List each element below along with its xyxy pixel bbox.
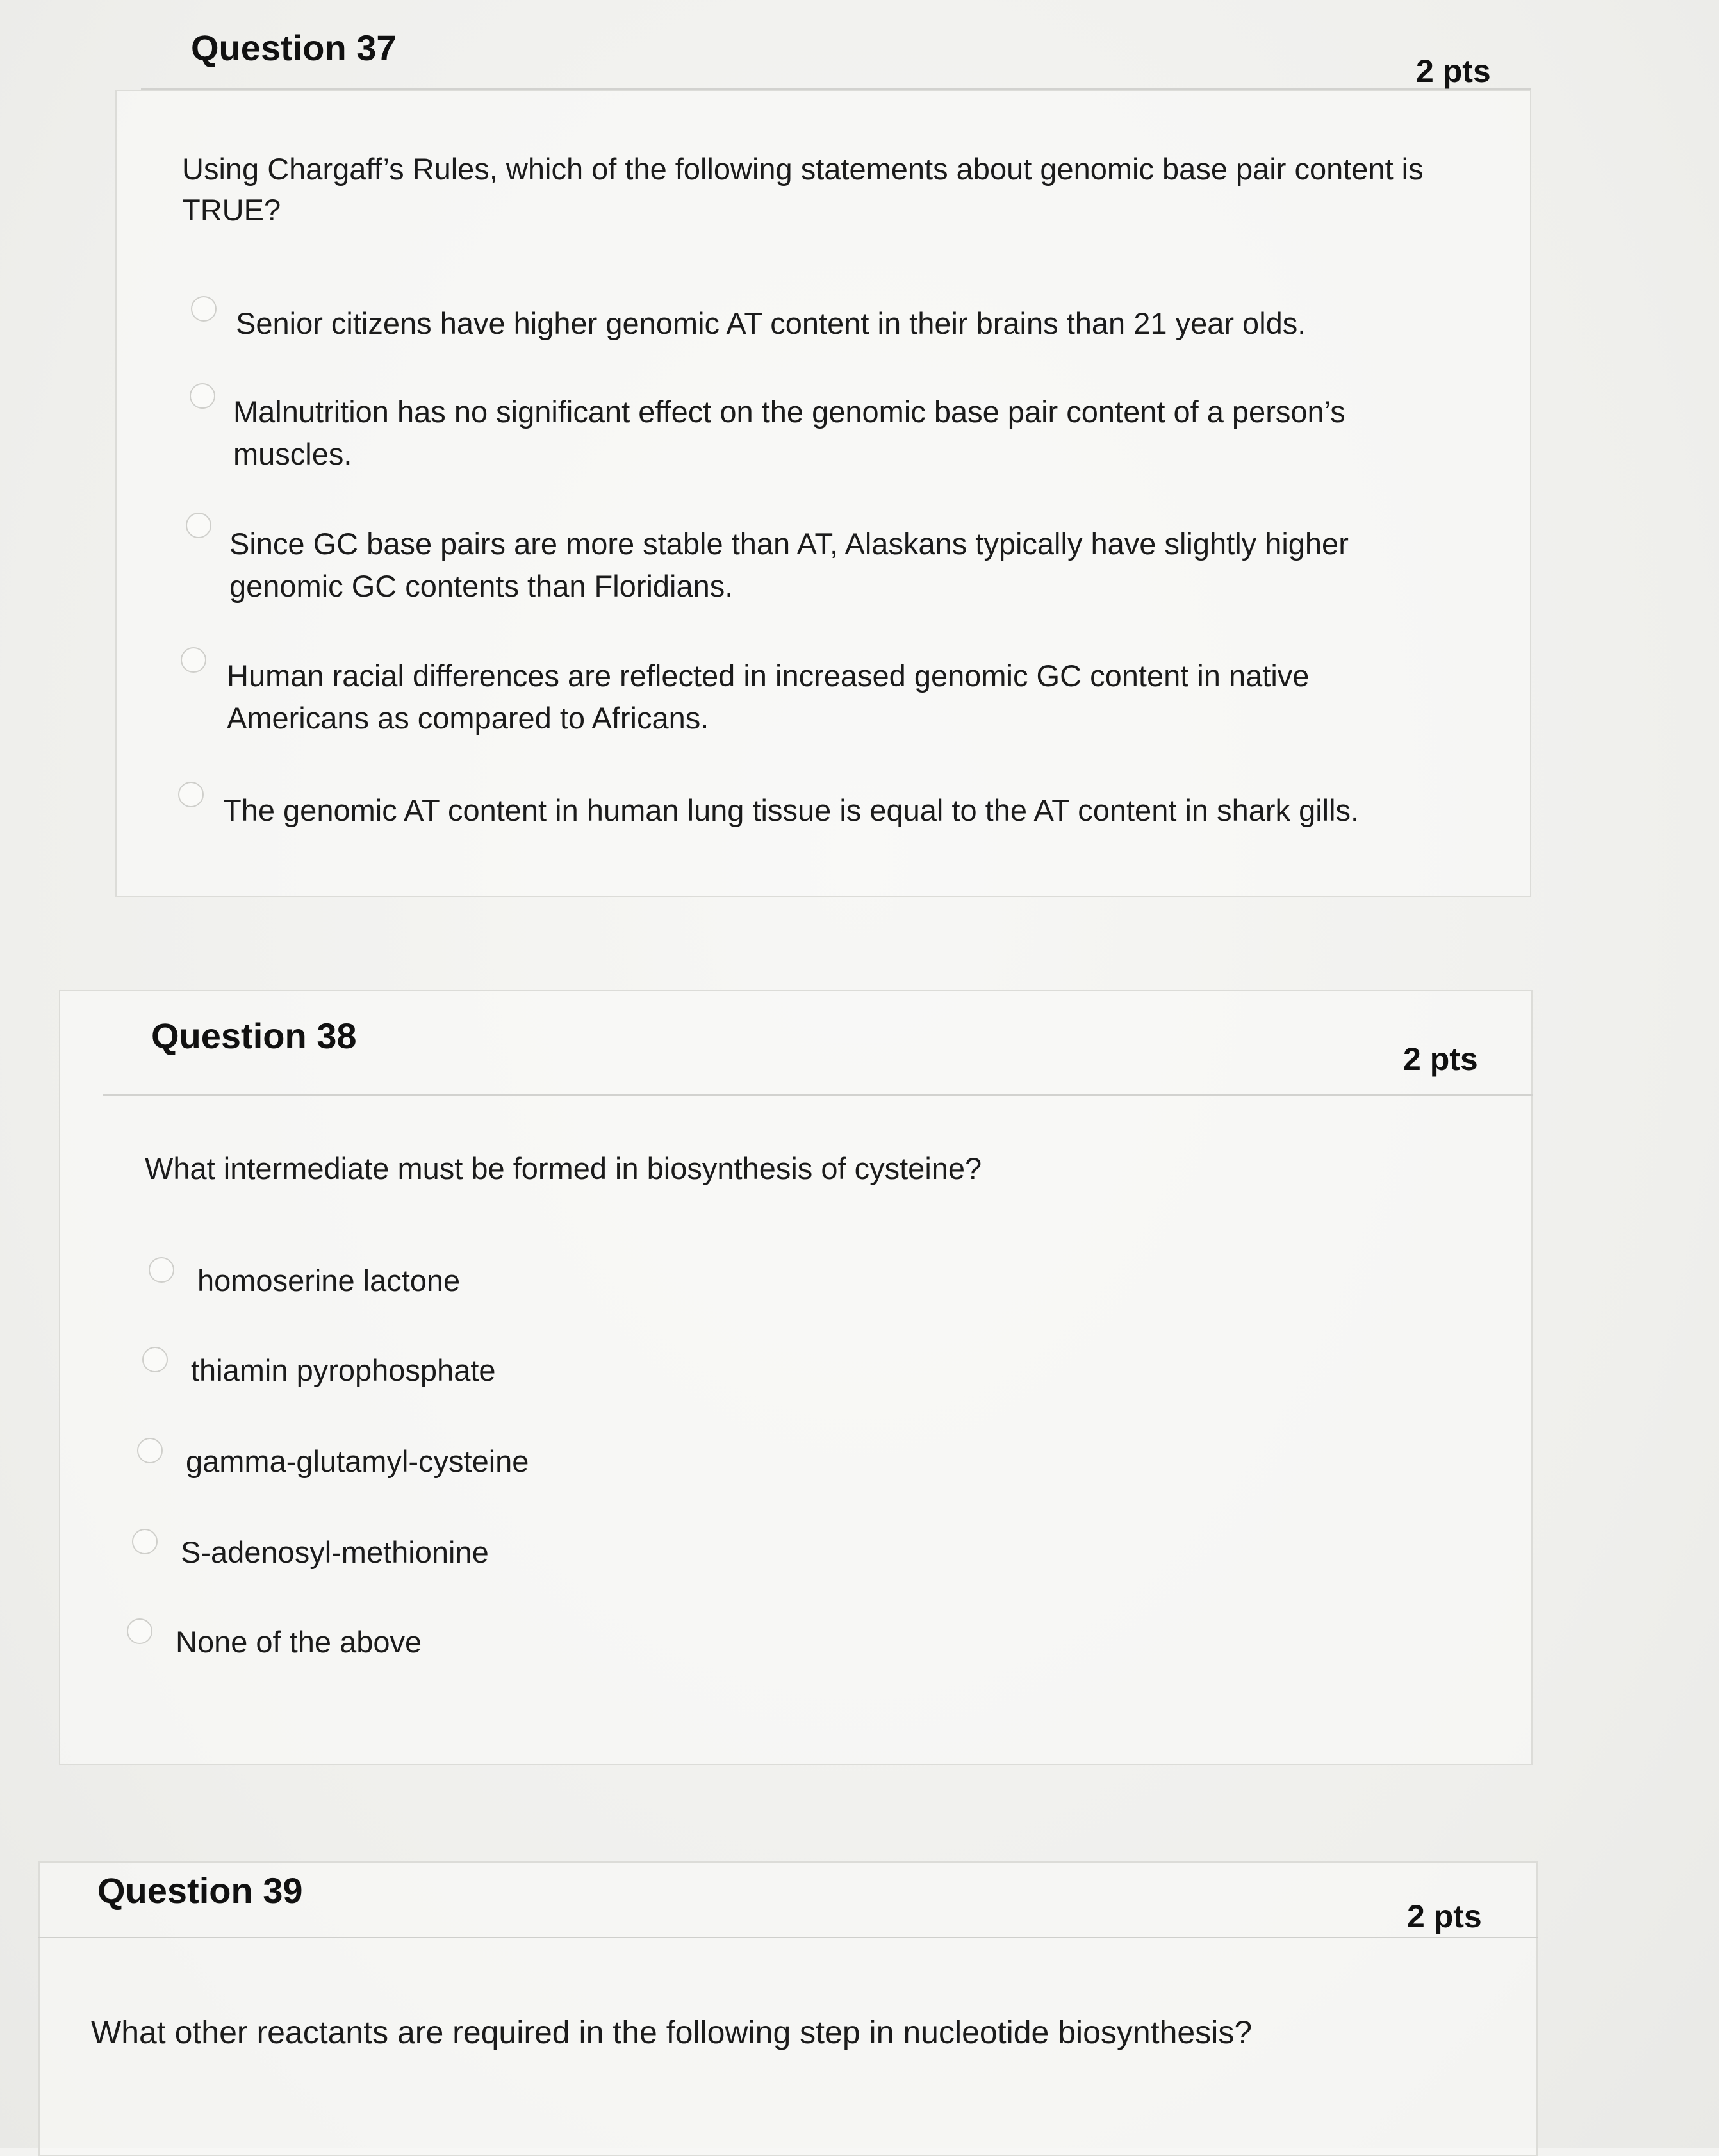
question-39-points: 2 pts bbox=[1407, 1898, 1482, 1934]
question-37-text: Using Chargaff’s Rules, which of the following statements about genomic base pair content is TRUE? bbox=[182, 152, 1424, 227]
q37-option-2[interactable] bbox=[233, 391, 1438, 475]
q37-option-5-radio[interactable] bbox=[178, 782, 204, 807]
question-38-text: What intermediate must be formed in biosynthesis of cysteine? bbox=[145, 1151, 982, 1185]
question-38-points: 2 pts bbox=[1403, 1041, 1478, 1077]
q37-option-2-radio[interactable] bbox=[190, 383, 215, 409]
q37-option-2-label: Malnutrition has no significant effect on the genomic base pair content of a person’s muscles. bbox=[233, 395, 1345, 471]
question-38-title: Question 38 bbox=[151, 1016, 357, 1056]
q38-option-1-label: homoserine lactone bbox=[197, 1263, 461, 1297]
q38-option-2-radio[interactable] bbox=[142, 1347, 168, 1372]
question-37-title: Question 37 bbox=[191, 28, 397, 68]
q38-option-3[interactable] bbox=[186, 1440, 1083, 1483]
q38-option-5-radio[interactable] bbox=[127, 1618, 152, 1644]
q38-option-5[interactable] bbox=[176, 1621, 1073, 1663]
question-39-title: Question 39 bbox=[97, 1870, 303, 1911]
q38-option-1-radio[interactable] bbox=[149, 1257, 174, 1283]
q37-option-3-radio[interactable] bbox=[186, 513, 211, 538]
q37-option-5[interactable] bbox=[223, 789, 1504, 832]
q38-option-2[interactable] bbox=[191, 1349, 1088, 1392]
q37-option-4[interactable] bbox=[227, 655, 1419, 739]
q37-option-3-label: Since GC base pairs are more stable than AT, Alaskans typically have slightly higher genomic GC contents than Floridians. bbox=[229, 527, 1349, 603]
q38-option-1[interactable] bbox=[197, 1260, 1094, 1302]
q38-option-3-label: gamma-glutamyl-cysteine bbox=[186, 1444, 529, 1478]
q37-option-1-label: Senior citizens have higher genomic AT content in their brains than 21 year olds. bbox=[236, 306, 1306, 340]
q38-option-4-radio[interactable] bbox=[132, 1529, 158, 1554]
question-37-points: 2 pts bbox=[1416, 53, 1491, 89]
question-39-text: What other reactants are required in the following step in nucleotide biosynthesis? bbox=[91, 2014, 1253, 2050]
q37-option-1-radio[interactable] bbox=[191, 296, 217, 322]
q37-option-3[interactable] bbox=[229, 523, 1434, 607]
q38-option-4[interactable] bbox=[181, 1531, 1078, 1574]
q38-option-4-label: S-adenosyl-methionine bbox=[181, 1535, 489, 1569]
q37-option-1[interactable] bbox=[236, 302, 1453, 345]
q38-option-3-radio[interactable] bbox=[137, 1438, 163, 1463]
q37-option-5-label: The genomic AT content in human lung tissue is equal to the AT content in shark gills. bbox=[223, 793, 1360, 827]
q37-option-4-radio[interactable] bbox=[181, 647, 206, 673]
q37-option-4-label: Human racial differences are reflected in increased genomic GC content in native Americans as compared to Africans. bbox=[227, 659, 1310, 735]
q38-option-2-label: thiamin pyrophosphate bbox=[191, 1353, 496, 1387]
q38-option-5-label: None of the above bbox=[176, 1625, 422, 1659]
